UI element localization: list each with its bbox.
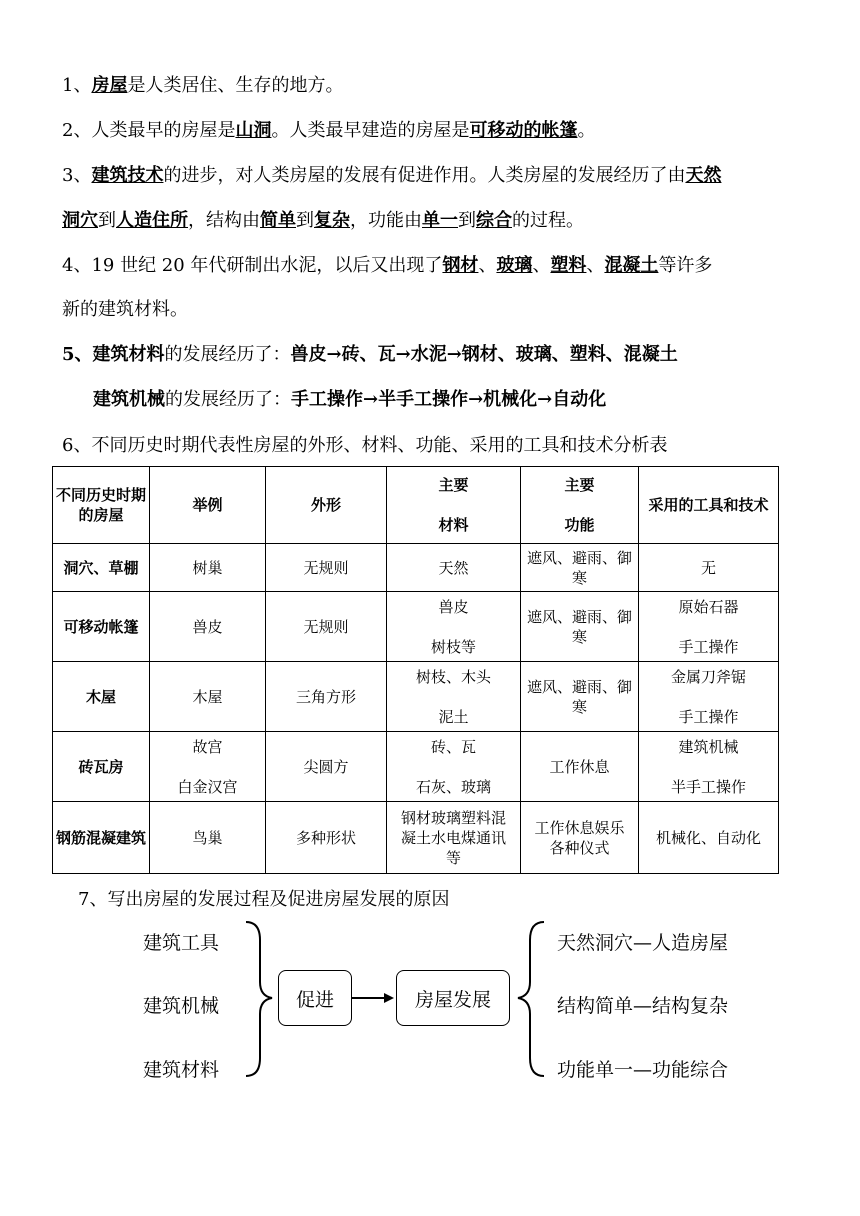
- table-row: [53, 662, 779, 732]
- header-material-a: 主要: [438, 476, 469, 494]
- cell-material-a: 砖、瓦: [430, 737, 476, 756]
- development-label: 房屋发展: [414, 988, 491, 1011]
- left-brace-icon: [246, 922, 272, 1076]
- cell-tools: 机械化、自动化: [639, 802, 779, 874]
- keyword: 建筑技术: [91, 165, 164, 186]
- cell-material: [387, 662, 521, 732]
- text: ，结构由: [188, 210, 260, 231]
- cell-shape: 无规则: [266, 592, 387, 662]
- text: 人类最早的房屋是: [91, 120, 236, 141]
- keyword: 简单: [260, 210, 296, 231]
- header-tools: 采用的工具和技术: [639, 467, 779, 544]
- text: 到: [98, 210, 116, 231]
- item-4-line-1: [62, 254, 712, 278]
- keyword: 可移动的帐篷: [469, 120, 578, 141]
- keyword: 玻璃: [496, 255, 533, 276]
- keyword: 建筑机械: [93, 389, 165, 410]
- cell-example: 兽皮: [150, 592, 266, 662]
- item-1: [62, 74, 343, 98]
- cell-function: 遮风、避雨、御寒: [521, 544, 639, 592]
- keyword: 综合: [476, 210, 512, 231]
- item-number: 2、: [62, 120, 92, 141]
- cell-tools: [639, 662, 779, 732]
- text: 到: [458, 210, 476, 231]
- text: ，功能由: [350, 210, 422, 231]
- header-function: [521, 467, 639, 544]
- keyword: 单一: [422, 210, 458, 231]
- cell-period: 木屋: [53, 662, 150, 732]
- cell-tools-b: 手工操作: [678, 637, 739, 656]
- cell-example-b: 白金汉宫: [177, 777, 238, 796]
- text: 的发展经历了：: [165, 389, 291, 410]
- keyword: 塑料: [550, 255, 587, 276]
- header-function-a: 主要: [564, 476, 595, 494]
- cell-tools-a: 金属刀斧锯: [670, 667, 746, 686]
- text: 等许多: [658, 255, 713, 276]
- sequence: 兽皮→砖、瓦→水泥→钢材、玻璃、塑料、混凝土: [290, 344, 678, 365]
- promote-box: [278, 970, 352, 1026]
- item-5-line-2: [93, 388, 606, 412]
- header-material-b: 材料: [438, 516, 469, 534]
- separator: 、: [532, 255, 551, 276]
- text: 的发展经历了：: [164, 344, 291, 365]
- text: 新的建筑材料。: [62, 299, 188, 320]
- cell-period: 可移动帐篷: [53, 592, 150, 662]
- text: 是人类居住、生存的地方。: [127, 75, 344, 96]
- text: 。: [577, 120, 596, 141]
- text: 到: [296, 210, 314, 231]
- cell-function: 工作休息: [521, 732, 639, 802]
- cell-tools-b: 手工操作: [678, 707, 739, 726]
- keyword: 混凝土: [604, 255, 659, 276]
- keyword: 山洞: [235, 120, 272, 141]
- cell-function: 工作休息娱乐各种仪式: [521, 802, 639, 874]
- cause-label: 建筑机械: [143, 995, 220, 1017]
- result-label: 结构简单—结构复杂: [557, 995, 729, 1017]
- cell-example-a: 故宫: [192, 737, 223, 756]
- header-function-b: 功能: [564, 516, 595, 534]
- header-shape: 外形: [266, 467, 387, 544]
- separator: 、: [478, 255, 497, 276]
- item-7-title: 7、写出房屋的发展过程及促进房屋发展的原因: [78, 889, 450, 910]
- cell-tools: [639, 732, 779, 802]
- cell-material: [387, 592, 521, 662]
- cell-period: 砖瓦房: [53, 732, 150, 802]
- cell-material: 天然: [387, 544, 521, 592]
- table-row: [53, 592, 779, 662]
- cell-tools-b: 半手工操作: [670, 777, 746, 796]
- table-header-row: [53, 467, 779, 544]
- cell-tools-a: 原始石器: [678, 597, 739, 616]
- table-row: [53, 732, 779, 802]
- cell-tools: [639, 592, 779, 662]
- keyword: 建筑材料: [92, 344, 165, 365]
- cell-shape: 三角方形: [266, 662, 387, 732]
- header-example: 举例: [150, 467, 266, 544]
- result-label: 天然洞穴—人造房屋: [557, 932, 729, 954]
- text: 的过程。: [512, 210, 584, 231]
- cell-shape: 多种形状: [266, 802, 387, 874]
- right-brace-icon: [518, 922, 544, 1076]
- promote-label: 促进: [295, 988, 334, 1011]
- keyword: 复杂: [314, 210, 350, 231]
- cell-material-b: 石灰、玻璃: [415, 777, 491, 796]
- cause-label: 建筑工具: [143, 932, 220, 954]
- item-4-line-2: [62, 298, 188, 322]
- cell-period: 钢筋混凝建筑: [53, 802, 150, 874]
- text: 。人类最早建造的房屋是: [271, 120, 470, 141]
- cell-tools: 无: [639, 544, 779, 592]
- development-diagram: [0, 900, 860, 1100]
- cell-period: 洞穴、草棚: [53, 544, 150, 592]
- keyword: 钢材: [442, 255, 479, 276]
- cell-material-a: 树枝、木头: [415, 667, 491, 686]
- table-row: [53, 802, 779, 874]
- separator: 、: [586, 255, 605, 276]
- cell-function: 遮风、避雨、御寒: [521, 592, 639, 662]
- item-number: 3、: [62, 165, 92, 186]
- item-3-line-1: [62, 164, 721, 188]
- item-number: 4、: [62, 255, 92, 276]
- cell-example: 树巢: [150, 544, 266, 592]
- item-2: [62, 119, 595, 143]
- keyword: 洞穴: [62, 210, 98, 231]
- sequence: 手工操作→半手工操作→机械化→自动化: [291, 389, 607, 410]
- header-period: 不同历史时期的房屋: [53, 467, 150, 544]
- item-number: 1、: [62, 75, 92, 96]
- table-row: [53, 544, 779, 592]
- cell-shape: 无规则: [266, 544, 387, 592]
- cell-material-a: 兽皮: [438, 597, 469, 616]
- cell-material-b: 泥土: [438, 707, 469, 726]
- keyword: 人造住所: [116, 210, 188, 231]
- development-box: [396, 970, 510, 1026]
- result-label: 功能单一—功能综合: [557, 1059, 729, 1081]
- cell-example: 木屋: [150, 662, 266, 732]
- header-material: [387, 467, 521, 544]
- cell-tools-a: 建筑机械: [678, 737, 739, 756]
- arrow-head-icon: [384, 993, 394, 1003]
- analysis-table: [52, 466, 779, 874]
- text: 的进步，对人类房屋的发展有促进作用。人类房屋的发展经历了由: [163, 165, 686, 186]
- item-5-line-1: [62, 343, 678, 367]
- keyword: 天然: [685, 165, 722, 186]
- cell-example: [150, 732, 266, 802]
- cell-shape: 尖圆方: [266, 732, 387, 802]
- keyword: 房屋: [91, 75, 128, 96]
- cell-material-b: 树枝等: [430, 637, 476, 656]
- cell-example: 鸟巢: [150, 802, 266, 874]
- cell-function: 遮风、避雨、御寒: [521, 662, 639, 732]
- cause-label: 建筑材料: [143, 1059, 220, 1081]
- cell-material: 钢材玻璃塑料混凝土水电煤通讯等: [387, 802, 521, 874]
- item-3-line-2: [62, 209, 584, 233]
- cell-material: [387, 732, 521, 802]
- text: 19 世纪 20 年代研制出水泥，以后又出现了: [91, 255, 443, 276]
- item-6-title: 6、不同历史时期代表性房屋的外形、材料、功能、采用的工具和技术分析表: [62, 435, 668, 456]
- item-number: 5、: [62, 344, 93, 365]
